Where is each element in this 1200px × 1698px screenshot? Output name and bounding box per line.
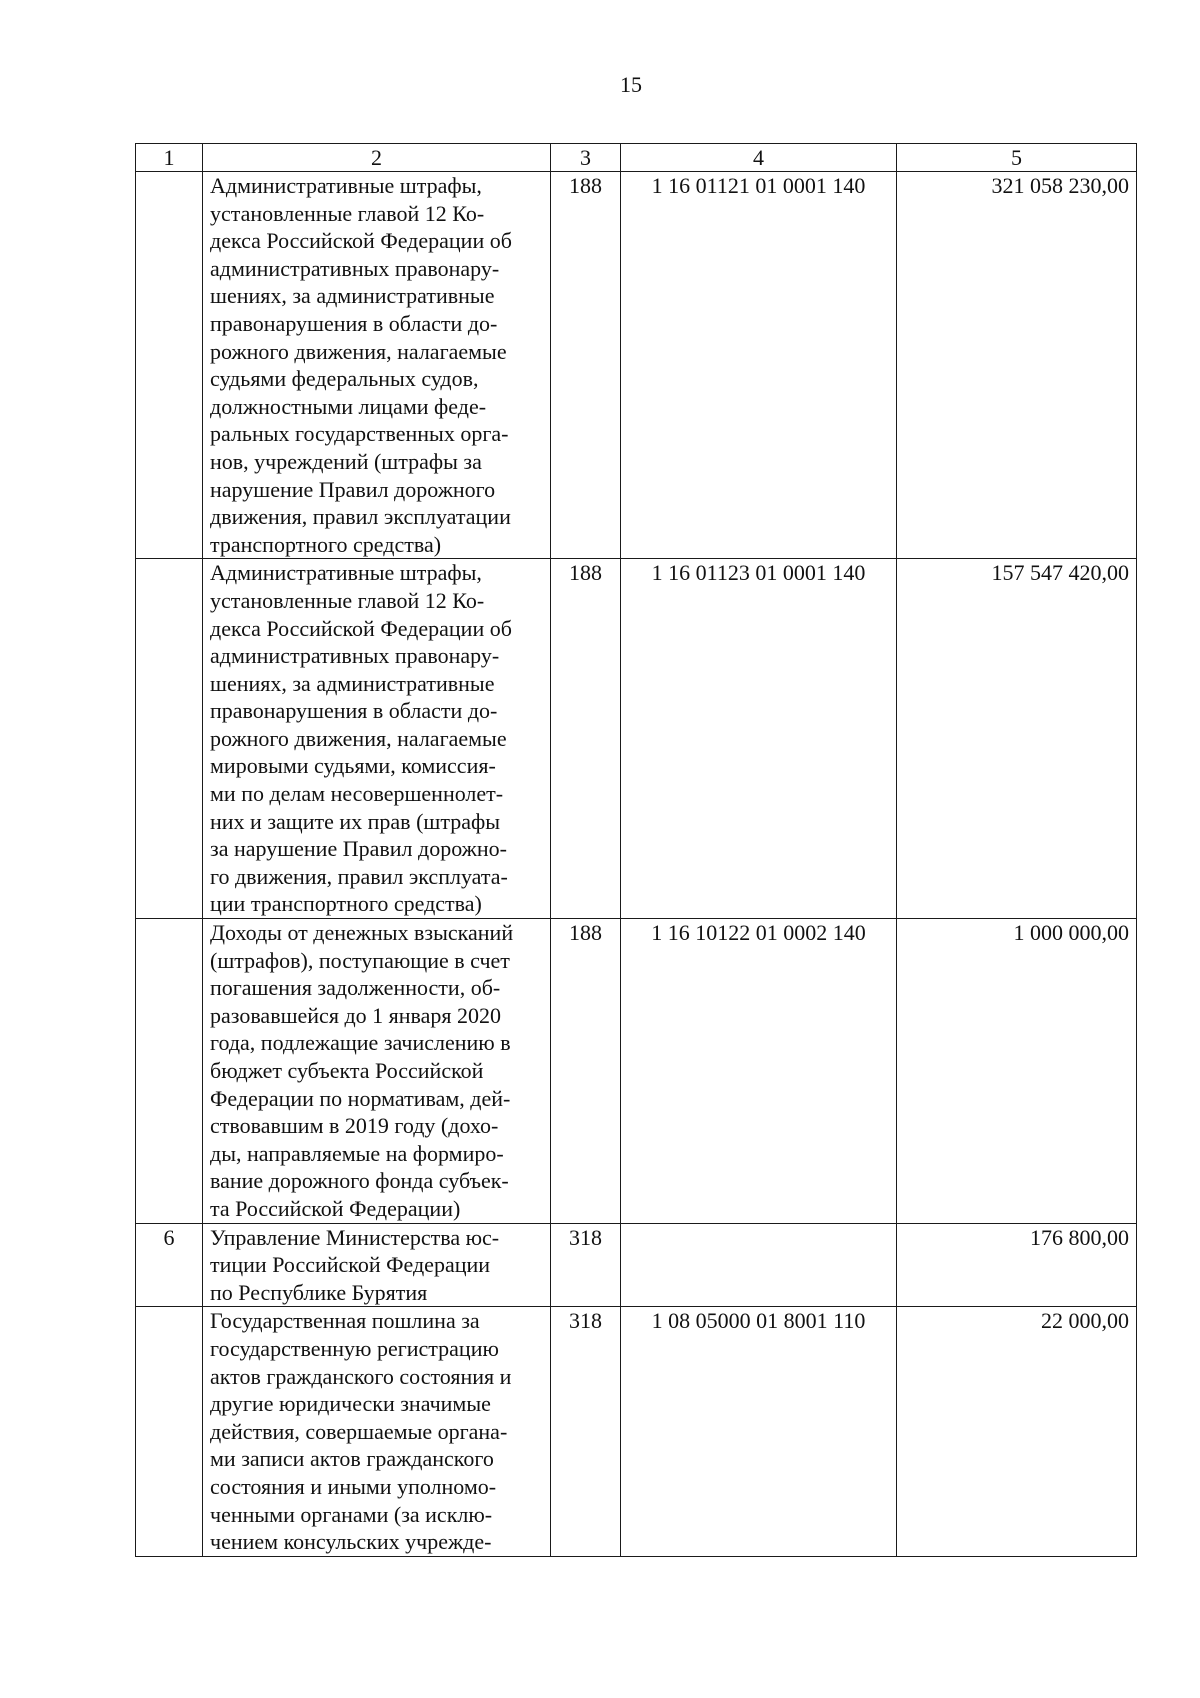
row-amount-cell: 1 000 000,00 (897, 919, 1137, 1224)
row-admin-code-cell: 188 (551, 172, 621, 559)
row-number-cell (136, 172, 203, 559)
row-kbk-cell: 1 08 05000 01 8001 110 (621, 1307, 897, 1556)
page-number: 15 (620, 72, 642, 97)
row-admin-code-cell: 318 (551, 1223, 621, 1307)
row-admin-code-cell: 188 (551, 919, 621, 1224)
revenue-table (135, 143, 1137, 1557)
row-number-cell: 6 (136, 1223, 203, 1307)
header-col-4: 4 (621, 144, 897, 172)
row-name-cell: Доходы от денежных взысканий (штрафов), поступающие в счет погашения задолженности, об- разовавшейся до 1 января 2020 года, подлежащие зачислению в бюджет субъекта Российской Федерации по нормативам, дей- ствовавшим в 2019 году (дохо- ды, направляемые на формиро- вание дорожного фонда субъек- та Российской Федерации) (203, 919, 551, 1224)
row-amount-cell: 157 547 420,00 (897, 559, 1137, 919)
row-number-cell (136, 559, 203, 919)
row-amount-cell: 321 058 230,00 (897, 172, 1137, 559)
header-col-3: 3 (551, 144, 621, 172)
row-kbk-cell: 1 16 10122 01 0002 140 (621, 919, 897, 1224)
table-row (136, 919, 1137, 1224)
row-admin-code-cell: 318 (551, 1307, 621, 1556)
row-amount-cell: 176 800,00 (897, 1223, 1137, 1307)
table-row (136, 172, 1137, 559)
row-kbk-cell (621, 1223, 897, 1307)
row-kbk-cell: 1 16 01123 01 0001 140 (621, 559, 897, 919)
row-name-cell: Административные штрафы, установленные главой 12 Ко- декса Российской Федерации об административных правонару- шениях, за административные правонарушения в области до- рожного движения, налагаемые судьями федеральных судов, должностными лицами феде- ральных государственных орга- нов, учреждений (штрафы за нарушение Правил дорожного движения, правил эксплуатации транспортного средства) (203, 172, 551, 559)
row-number-cell (136, 1307, 203, 1556)
row-admin-code-cell: 188 (551, 559, 621, 919)
header-col-1: 1 (136, 144, 203, 172)
row-name-cell: Административные штрафы, установленные главой 12 Ко- декса Российской Федерации об административных правонару- шениях, за административные правонарушения в области до- рожного движения, налагаемые мировыми судьями, комиссия- ми по делам несовершеннолет- них и защите их прав (штрафы за нарушение Правил дорожно- го движения, правил эксплуата- ции транспортного средства) (203, 559, 551, 919)
row-amount-cell: 22 000,00 (897, 1307, 1137, 1556)
table-row (136, 559, 1137, 919)
row-name-cell: Управление Министерства юс- тиции Российской Федерации по Республике Бурятия (203, 1223, 551, 1307)
header-col-2: 2 (203, 144, 551, 172)
row-name-cell: Государственная пошлина за государственную регистрацию актов гражданского состояния и другие юридически значимые действия, совершаемые органа- ми записи актов гражданского состояния и иными уполномо- ченными органами (за исклю- чением консульских учрежде- (203, 1307, 551, 1556)
row-kbk-cell: 1 16 01121 01 0001 140 (621, 172, 897, 559)
row-number-cell (136, 919, 203, 1224)
table-header-row (136, 144, 1137, 172)
table-row (136, 1307, 1137, 1556)
table-row (136, 1223, 1137, 1307)
header-col-5: 5 (897, 144, 1137, 172)
